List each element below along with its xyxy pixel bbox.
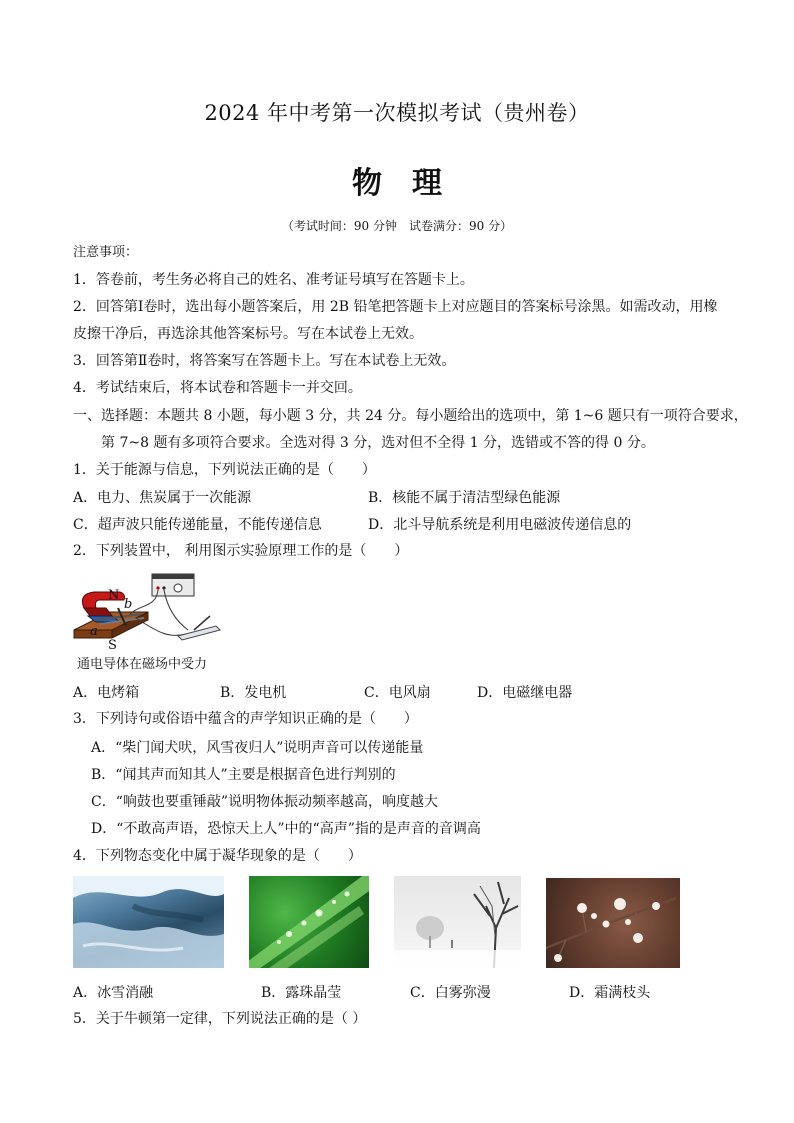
photo-dew-drops <box>249 876 369 968</box>
question-5-stem: 5．关于牛顿第一定律，下列说法正确的是（ ） <box>73 1011 367 1027</box>
question-4-option-d: D．霜满枝头 <box>569 985 651 1001</box>
section-1-line-1: 一、选择题：本题共 8 小题，每小题 3 分，共 24 分。每小题给出的选项中，第 1~6 题只有一项符合要求， <box>73 408 748 424</box>
photo-ice-melting <box>73 876 224 968</box>
question-3-option-b: B．“闻其声而知其人”主要是根据音色进行判别的 <box>91 767 396 783</box>
photo-fog <box>394 876 521 968</box>
question-2-option-b: B．发电机 <box>220 685 287 701</box>
question-1-option-a: A．电力、焦炭属于一次能源 <box>73 490 252 506</box>
notice-item-1: 1．答卷前，考生务必将自己的姓名、准考证号填写在答题卡上。 <box>73 272 474 288</box>
question-1-option-b: B．核能不属于清洁型绿色能源 <box>368 490 561 506</box>
question-2-option-a: A．电烤箱 <box>73 685 140 701</box>
exam-title: 2024 年中考第一次模拟考试（贵州卷） <box>204 101 590 125</box>
notice-item-4: 4．考试结束后，将本试卷和答题卡一并交回。 <box>73 380 362 396</box>
exam-info: （考试时间：90 分钟 试卷满分：90 分） <box>281 219 513 233</box>
question-3-option-c: C．“响鼓也要重锤敲”说明物体振动频率越高，响度越大 <box>91 794 439 810</box>
notice-item-2-line-1: 2．回答第Ⅰ卷时，选出每小题答案后，用 2B 铅笔把答题卡上对应题目的答案标号涂黑。如需改动，用橡 <box>73 299 718 315</box>
question-4-option-a: A．冰雪消融 <box>73 985 154 1001</box>
photo-frost-branches <box>546 878 680 968</box>
notice-item-2-line-2: 皮擦干净后，再选涂其他答案标号。写在本试卷上无效。 <box>73 326 423 342</box>
question-2-option-d: D．电磁继电器 <box>477 685 573 701</box>
question-4-stem: 4．下列物态变化中属于凝华现象的是（ ） <box>73 848 362 864</box>
rod-end-a-label: a <box>90 624 98 639</box>
subject-title: 物理 <box>352 166 472 201</box>
question-3-stem: 3．下列诗句或俗语中蕴含的声学知识正确的是（ ） <box>73 711 418 727</box>
section-1-line-2: 第 7~8 题有多项符合要求。全选对得 3 分，选对但不全得 1 分，选错或不答的得 0 分。 <box>101 435 655 451</box>
notice-heading: 注意事项： <box>73 245 139 260</box>
question-4-option-c: C．白雾弥漫 <box>410 985 491 1001</box>
question-2-stem: 2．下列装置中， 利用图示实验原理工作的是（ ） <box>73 543 409 559</box>
diagram-caption: 通电导体在磁场中受力 <box>77 657 208 672</box>
magnet-south-label: S <box>108 638 117 653</box>
question-3-option-d: D．“不敢高声语，恐惊天上人”中的“高声”指的是声音的音调高 <box>91 821 481 837</box>
question-2-option-c: C．电风扇 <box>364 685 431 701</box>
motor-experiment-diagram <box>70 568 230 656</box>
rod-end-b-label: b <box>124 597 133 612</box>
question-4-option-b: B．露珠晶莹 <box>261 985 342 1001</box>
magnet-north-label: N <box>108 588 120 603</box>
question-1-option-c: C．超声波只能传递能量，不能传递信息 <box>73 517 322 533</box>
question-3-option-a: A．“柴门闻犬吠，风雪夜归人”说明声音可以传递能量 <box>91 740 424 756</box>
question-1-stem: 1．关于能源与信息，下列说法正确的是（ ） <box>73 462 376 478</box>
notice-item-3: 3．回答第Ⅱ卷时，将答案写在答题卡上。写在本试卷上无效。 <box>73 353 456 369</box>
question-1-option-d: D．北斗导航系统是利用电磁波传递信息的 <box>368 517 632 533</box>
